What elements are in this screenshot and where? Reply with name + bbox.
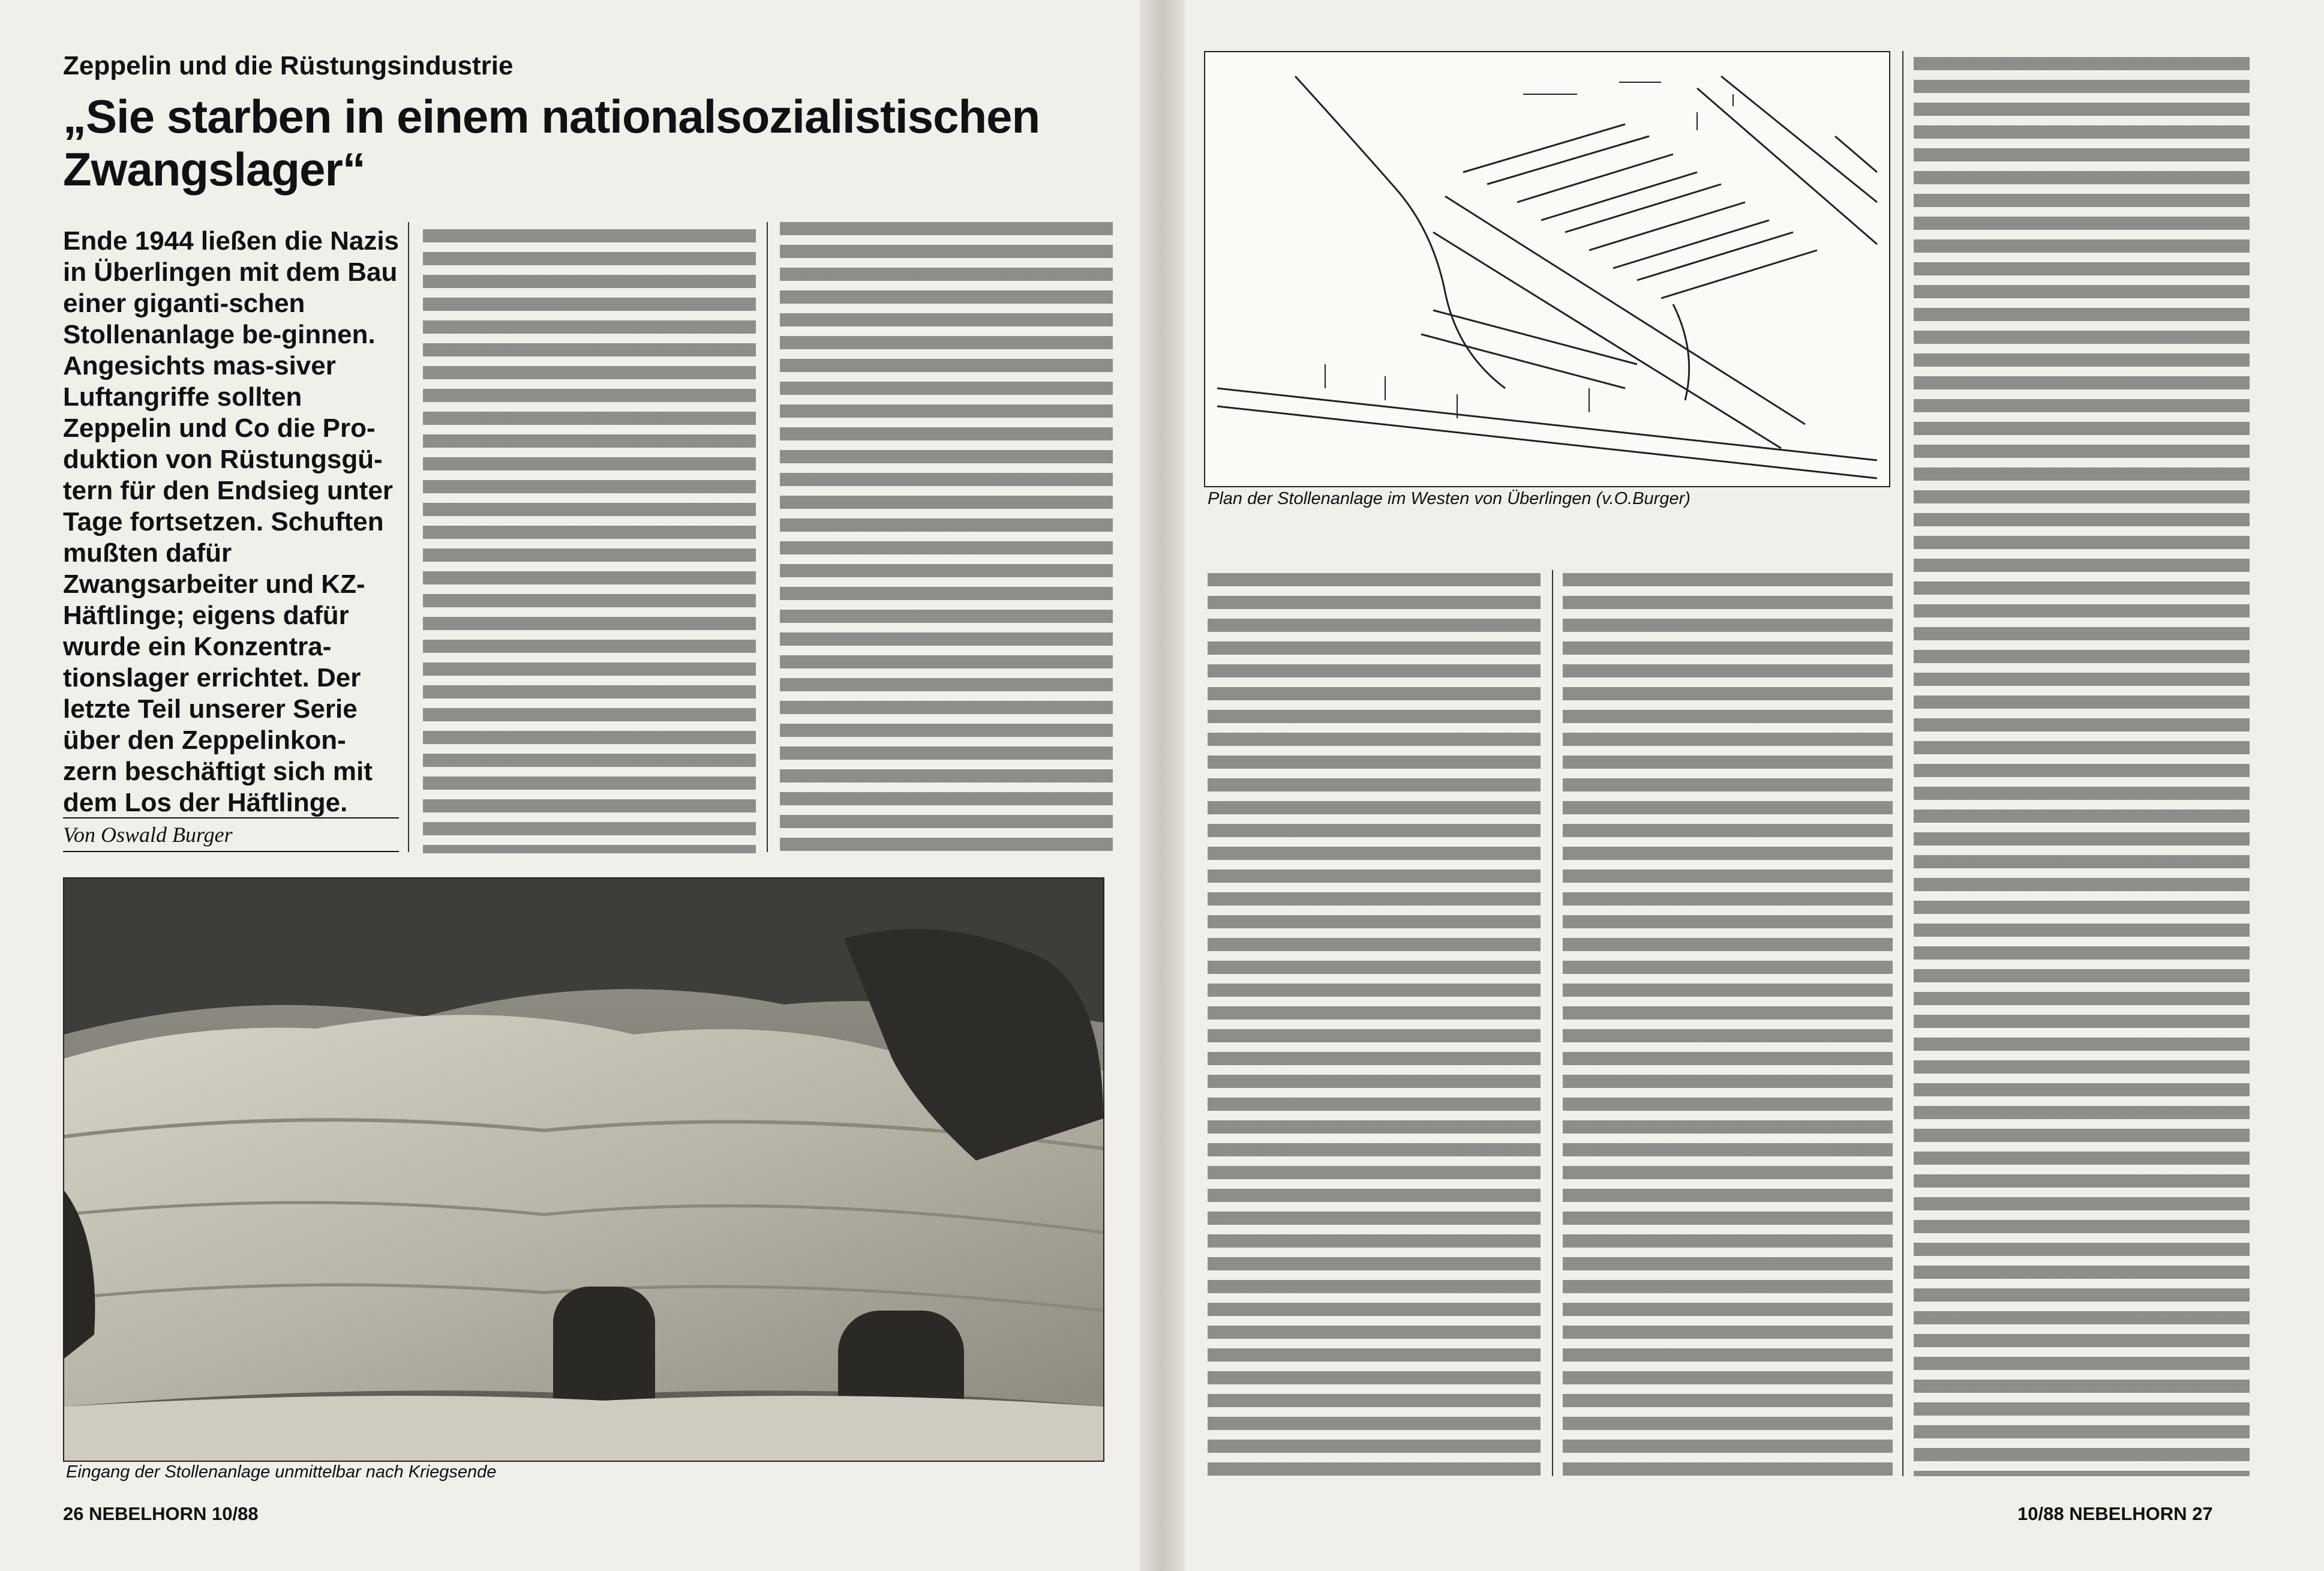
kicker: Zeppelin und die Rüstungsindustrie bbox=[63, 51, 514, 80]
column-rule bbox=[767, 222, 768, 852]
body-column-3 bbox=[1208, 573, 1541, 1476]
tunnel-entrance-photo bbox=[63, 877, 1104, 1462]
body-column-1 bbox=[423, 229, 756, 853]
tunnel-entrance-image bbox=[64, 879, 1103, 1461]
photo-caption: Eingang der Stollenanlage unmittelbar nach Kriegsende bbox=[66, 1462, 497, 1482]
spine-gutter bbox=[1140, 0, 1185, 1571]
body-column-2 bbox=[780, 222, 1113, 852]
tunnel-site-map bbox=[1204, 51, 1890, 487]
headline: „Sie starben in einem nationalsozialistischen Zwangslager“ bbox=[63, 90, 1040, 196]
body-column-4 bbox=[1563, 573, 1893, 1476]
column-rule bbox=[1902, 51, 1903, 1476]
left-page bbox=[0, 0, 1140, 1571]
right-page bbox=[1185, 0, 2324, 1571]
page-folio-left: 26 NEBELHORN 10/88 bbox=[63, 1503, 259, 1524]
column-rule bbox=[408, 222, 409, 852]
map-caption: Plan der Stollenanlage im Westen von Überlingen (v.O.Burger) bbox=[1208, 489, 1691, 508]
tunnel-map-drawing bbox=[1205, 52, 1889, 486]
lead-paragraph: Ende 1944 ließen die Nazis in Überlingen mit dem Bau einer giganti-schen Stollenanlage be-ginnen. Angesichts mas-siver Luftangriffe sollten Zeppelin und Co die Pro-duktion von Rüstungsgü-tern für den Endsieg unter Tage fortsetzen. Schuften mußten dafür Zwangsarbeiter und KZ-Häftlinge; eigens dafür wurde ein Konzentra-tionslager errichtet. Der letzte Teil unserer Serie über den Zeppelinkon-zern beschäftigt sich mit dem Los der Häftlinge. bbox=[63, 226, 400, 817]
column-rule bbox=[1552, 570, 1553, 1476]
body-column-5 bbox=[1914, 57, 2250, 1476]
page-folio-right: 10/88 NEBELHORN 27 bbox=[2017, 1503, 2213, 1524]
byline: Von Oswald Burger bbox=[63, 817, 399, 852]
